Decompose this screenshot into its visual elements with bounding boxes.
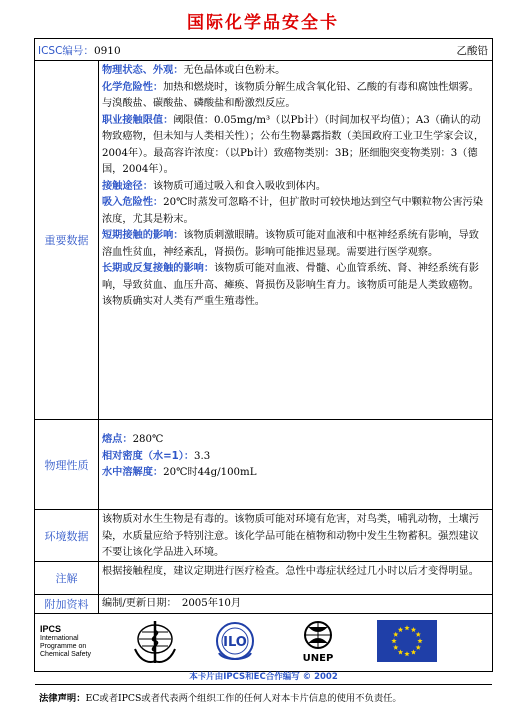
additional-info-content: 编制/更新日期： 2005年10月: [102, 598, 242, 609]
icsc-id-number: 0910: [93, 45, 121, 57]
additional-info-label: 附加资料: [35, 595, 99, 613]
legal-notice-text: EC或者IPCS或者代表两个组织工作的任何人对本卡片信息的使用不负责任。: [85, 693, 402, 704]
page-title: 国际化学品安全卡: [187, 13, 339, 33]
physical-properties-content: [99, 420, 492, 484]
id-row: [35, 39, 492, 61]
physical-properties-row: [35, 420, 492, 510]
eu-flag-icon: [376, 619, 438, 663]
environment-row: [35, 510, 492, 562]
ilo-logo-text: ILO: [223, 635, 247, 650]
notes-label: 注解: [35, 562, 99, 594]
environment-label: 环境数据: [35, 510, 99, 561]
logo-caption: 本卡片由IPCS和EC合作编写 © 2002: [189, 672, 338, 682]
ilo-emblem-icon: [213, 619, 257, 665]
property-item: 水中溶解度：20℃时44g/100mL: [102, 467, 257, 478]
who-emblem-icon: [131, 619, 179, 665]
additional-info-row: [35, 595, 492, 614]
safety-card: [34, 38, 493, 704]
important-item: 物理状态、外观：无色晶体或白色粉末。: [102, 65, 286, 76]
physical-properties-label: 物理性质: [35, 420, 99, 509]
important-data-row: [35, 61, 492, 420]
important-item: 职业接触限值：阈限值：0.05mg/m³（以Pb计）（时间加权平均值）；A3（确认的动物致癌物，但未知与人类相关性）；公布生物暴露指数（美国政府工业卫生学家会议，2004年）。最高容许浓度：（以Pb计）致癌物类别：3B；胚细胞突变物类别：3（德国，2004年）。: [102, 114, 485, 175]
important-item: 长期或反复接触的影响：该物质可能对血液、骨髓、心血管系统、肾、神经系统有影响，导致贫血、血压升高、瘫痪、肾损伤及影响生育力。该物质可能是人类致癌物。该物质确实对人类有严重生殖毒性。: [102, 263, 479, 307]
property-item: 相对密度（水=1）：3.3: [102, 450, 211, 462]
legal-notice-label: 法律声明：: [39, 693, 86, 704]
icsc-id: [38, 43, 121, 58]
important-item: 吸入危险性：20℃时蒸发可忽略不计，但扩散时可较快地达到空气中颗粒物公害污染浓度，尤其是粉末。: [102, 197, 483, 225]
environment-content: 该物质对水生生物是有毒的。该物质可能对环境有危害，对鸟类，哺乳动物，土壤污染，水质量应给予特别注意。该化学品可能在植物和动物中发生生物蓄积。强烈建议不要让该化学品进入环境。: [102, 514, 479, 558]
unep-emblem-icon: [295, 619, 341, 665]
notes-row: [35, 562, 492, 595]
notes-content: 根据接触程度，建议定期进行医疗检查。急性中毒症状经过几小时以后才变得明显。: [102, 566, 479, 577]
chemical-name: 乙酸铅: [456, 45, 488, 57]
property-item: 熔点：280℃: [102, 434, 164, 445]
unep-logo-text: UNEP: [302, 653, 334, 664]
logo-strip: [35, 614, 492, 685]
ipcs-logo-text: IPCS International Programme on Chemical Safety: [40, 624, 91, 658]
important-data-content: [99, 61, 492, 313]
icsc-id-label: ICSC编号：: [38, 45, 94, 57]
important-item: 化学危险性：加热和燃烧时，该物质分解生成含氧化铅、乙酸的有毒和腐蚀性烟雾。与溴酸盐、碳酸盐、磷酸盐和酚激烈反应。: [102, 81, 479, 109]
important-data-label: 重要数据: [35, 61, 99, 419]
important-item: 接触途径：该物质可通过吸入和食入吸收到体内。: [102, 180, 327, 192]
legal-notice: [35, 684, 492, 710]
important-item: 短期接触的影响：该物质刺激眼睛。该物质可能对血液和中枢神经系统有影响，导致溶血性贫血，神经紊乱，肾损伤。影响可能推迟显现。需要进行医学观察。: [102, 230, 479, 258]
